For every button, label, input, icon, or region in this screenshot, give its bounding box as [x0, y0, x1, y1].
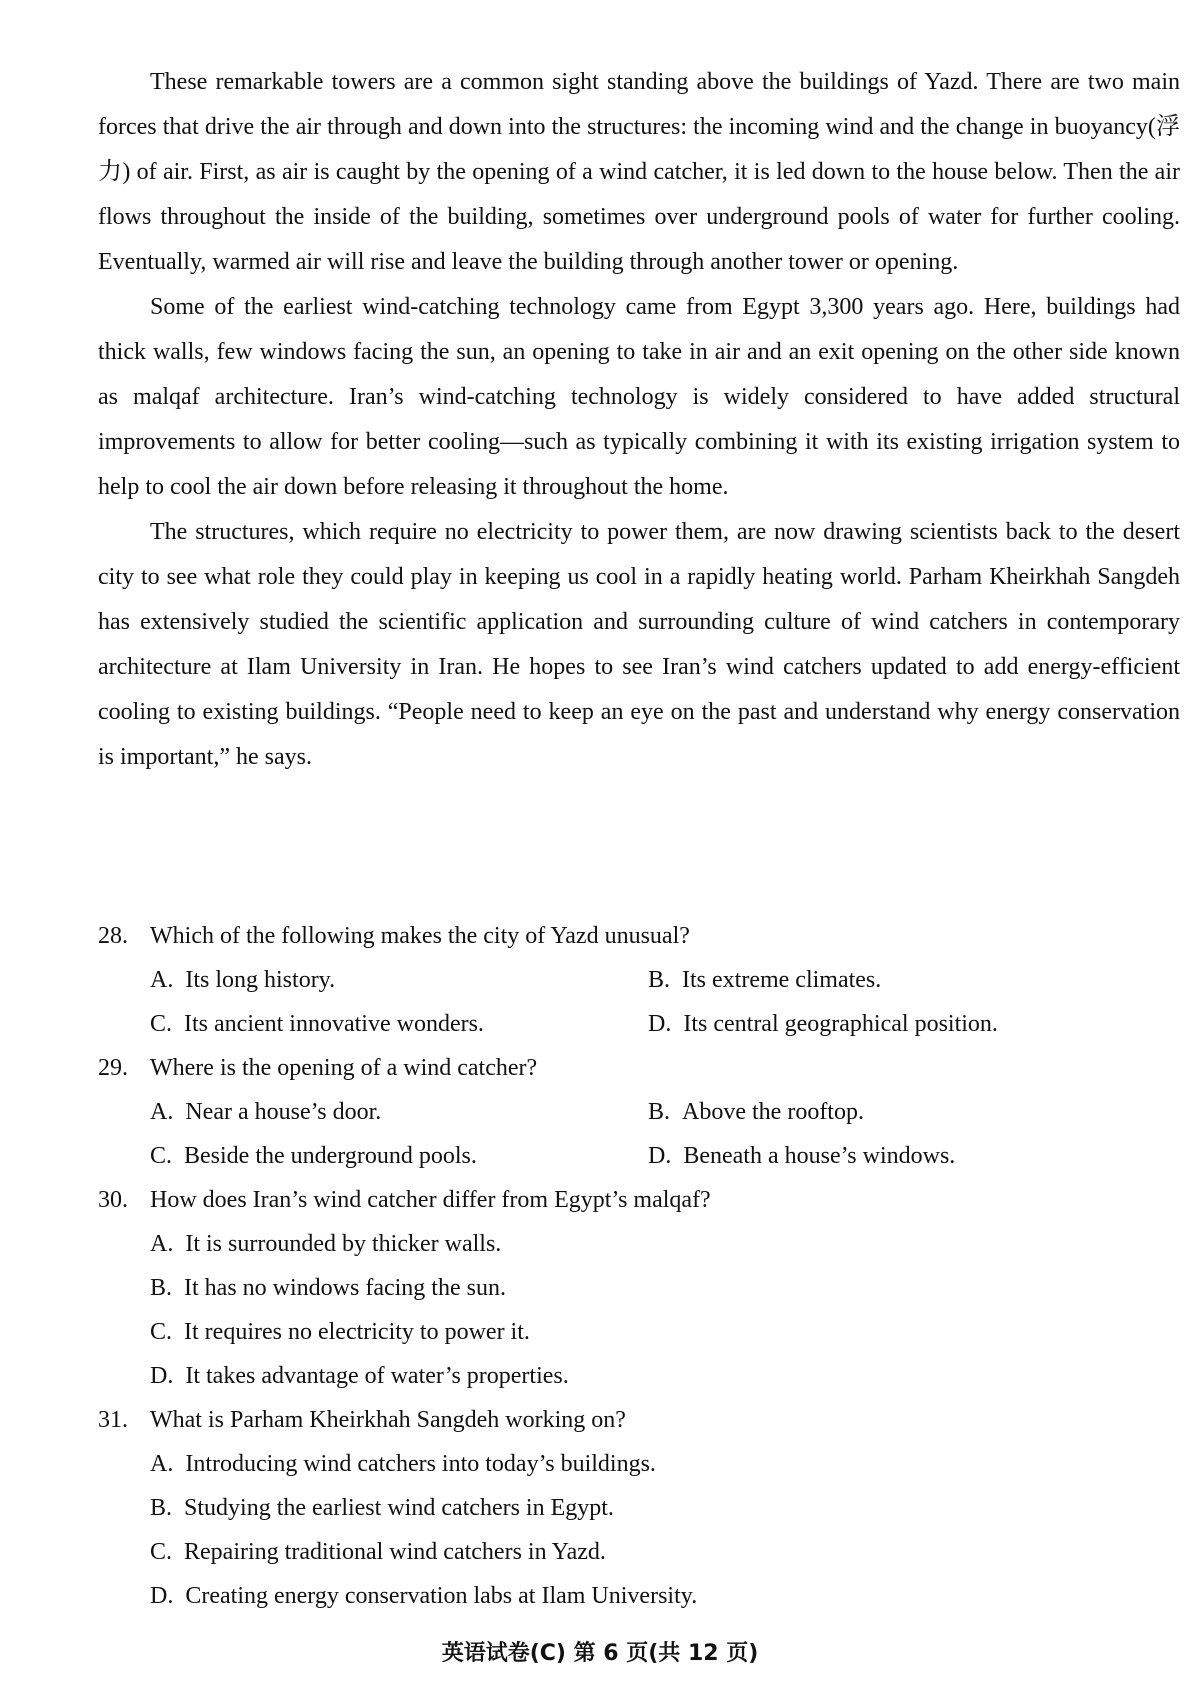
question-text: Which of the following makes the city of Yazd unusual?: [150, 923, 690, 949]
option-letter: B.: [150, 1495, 173, 1521]
option-a[interactable]: [150, 958, 648, 1002]
option-b[interactable]: [150, 1486, 1180, 1530]
option-letter: D.: [150, 1583, 174, 1609]
option-text: Near a house’s door.: [185, 1099, 382, 1125]
option-c[interactable]: [150, 1002, 648, 1046]
option-a[interactable]: [150, 1442, 1180, 1486]
option-letter: C.: [150, 1011, 173, 1037]
passage-paragraph-2: Some of the earliest wind-catching technology came from Egypt 3,300 years ago. Here, buildings had thick walls, few windows facing the sun, an opening to take in air and an exit opening on the other side known as malqaf architecture. Iran’s wind-catching technology is widely considered to have added structural improvements to allow for better cooling—such as typically combining it with its existing irrigation system to help to cool the air down before releasing it throughout the home.: [98, 294, 1180, 500]
passage-paragraph-1: These remarkable towers are a common sight standing above the buildings of Yazd. There are two main forces that drive the air through and down into the structures: the incoming wind and the change in buoyancy(浮力) of air. First, as air is caught by the opening of a wind catcher, it is led down to the house below. Then the air flows throughout the inside of the building, sometimes over underground pools of water for further cooling. Eventually, warmed air will rise and leave the building through another tower or opening.: [98, 69, 1180, 275]
question-29: [98, 1046, 1180, 1178]
option-text: Its extreme climates.: [682, 967, 882, 993]
option-group: [150, 1442, 1180, 1618]
option-b[interactable]: [648, 958, 1180, 1002]
passage-paragraph-3: The structures, which require no electricity to power them, are now drawing scientists back to the desert city to see what role they could play in keeping us cool in a rapidly heating world. Parham Kheirkhah Sangdeh has extensively studied the scientific application and surrounding culture of wind catchers in contemporary architecture at Ilam University in Iran. He hopes to see Iran’s wind catchers updated to add energy-efficient cooling to existing buildings. “People need to keep an eye on the past and understand why energy conservation is important,” he says.: [98, 519, 1180, 770]
option-b[interactable]: [648, 1090, 1180, 1134]
page-footer: 英语试卷(C) 第 6 页(共 12 页): [441, 1641, 759, 1666]
question-number: 29.: [98, 1055, 128, 1081]
option-letter: B.: [648, 1099, 671, 1125]
option-letter: D.: [648, 1143, 672, 1169]
option-text: It takes advantage of water’s properties.: [185, 1363, 569, 1389]
option-d[interactable]: [150, 1574, 1180, 1618]
option-text: Beside the underground pools.: [184, 1143, 477, 1169]
option-letter: B.: [648, 967, 671, 993]
option-text: Creating energy conservation labs at Ilam University.: [185, 1583, 698, 1609]
question-stem: [98, 1178, 1180, 1222]
option-letter: A.: [150, 967, 174, 993]
option-text: Its long history.: [185, 967, 336, 993]
option-b[interactable]: [150, 1266, 1180, 1310]
option-text: Introducing wind catchers into today’s buildings.: [185, 1451, 656, 1477]
option-d[interactable]: [150, 1354, 1180, 1398]
question-stem: [98, 1046, 1180, 1090]
question-text: Where is the opening of a wind catcher?: [150, 1055, 538, 1081]
option-text: Beneath a house’s windows.: [683, 1143, 956, 1169]
option-c[interactable]: [150, 1530, 1180, 1574]
question-28: [98, 914, 1180, 1046]
question-number: 30.: [98, 1187, 128, 1213]
option-group: [150, 958, 1180, 1046]
option-letter: A.: [150, 1099, 174, 1125]
question-stem: [98, 914, 1180, 958]
option-text: Its central geographical position.: [683, 1011, 998, 1037]
option-letter: A.: [150, 1231, 174, 1257]
option-text: Above the rooftop.: [682, 1099, 864, 1125]
option-letter: B.: [150, 1275, 173, 1301]
option-text: It requires no electricity to power it.: [184, 1319, 530, 1345]
question-stem: [98, 1398, 1180, 1442]
question-31: [98, 1398, 1180, 1618]
question-text: What is Parham Kheirkhah Sangdeh working on?: [150, 1407, 626, 1433]
option-d[interactable]: [648, 1002, 1180, 1046]
option-c[interactable]: [150, 1310, 1180, 1354]
option-a[interactable]: [150, 1222, 1180, 1266]
option-text: Studying the earliest wind catchers in Egypt.: [184, 1495, 614, 1521]
question-30: [98, 1178, 1180, 1398]
reading-passage: [98, 60, 1180, 780]
option-c[interactable]: [150, 1134, 648, 1178]
option-text: It is surrounded by thicker walls.: [185, 1231, 502, 1257]
option-letter: C.: [150, 1319, 173, 1345]
option-text: It has no windows facing the sun.: [184, 1275, 506, 1301]
option-letter: D.: [648, 1011, 672, 1037]
question-number: 28.: [98, 923, 128, 949]
option-group: [150, 1222, 1180, 1398]
option-text: Repairing traditional wind catchers in Yazd.: [184, 1539, 606, 1565]
option-letter: D.: [150, 1363, 174, 1389]
option-group: [150, 1090, 1180, 1178]
option-d[interactable]: [648, 1134, 1180, 1178]
question-number: 31.: [98, 1407, 128, 1433]
option-a[interactable]: [150, 1090, 648, 1134]
option-text: Its ancient innovative wonders.: [184, 1011, 484, 1037]
option-letter: C.: [150, 1143, 173, 1169]
option-letter: C.: [150, 1539, 173, 1565]
question-list: [98, 914, 1180, 1618]
option-letter: A.: [150, 1451, 174, 1477]
question-text: How does Iran’s wind catcher differ from Egypt’s malqaf?: [150, 1187, 711, 1213]
